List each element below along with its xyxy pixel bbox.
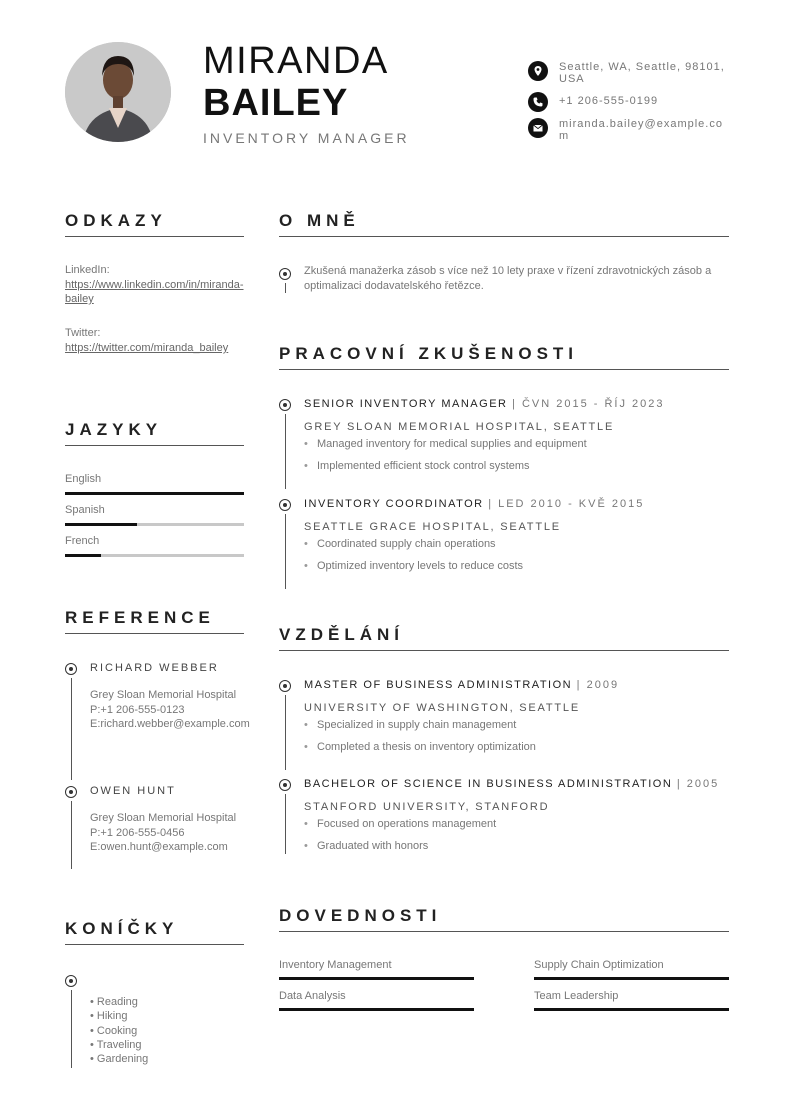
reference-phone: P:+1 206-555-0456 [90,826,185,839]
skill-bar [534,1008,729,1011]
timeline-dot [65,975,77,987]
timeline-dot [65,786,77,798]
language-bar-spanish [65,523,244,526]
timeline-dot [279,499,291,511]
reference-details [90,688,250,732]
reference-details [90,811,250,855]
timeline-line [285,794,286,854]
list-item: • Traveling [90,1038,142,1051]
timeline-line [71,678,72,780]
person-silhouette-icon [65,42,171,142]
school: STANFORD UNIVERSITY, STANFORD [304,801,550,813]
language-bar-french [65,554,244,557]
about-heading: O MNĚ [279,211,729,237]
list-item: • Graduated with honors [304,840,428,852]
job-title: INVENTORY MANAGER [203,130,410,146]
reference-name: OWEN HUNT [90,785,176,797]
reference-email: E:owen.hunt@example.com [90,841,228,853]
experience-heading: PRACOVNÍ ZKUŠENOSTI [279,344,729,370]
timeline-line [285,283,286,293]
contact-email [528,118,731,142]
timeline-dot [279,680,291,692]
skill-name: Data Analysis [279,990,346,1002]
envelope-icon [528,118,548,138]
skill-name: Supply Chain Optimization [534,959,664,971]
language-french: French [65,535,100,547]
skill-name: Inventory Management [279,959,392,971]
school: UNIVERSITY OF WASHINGTON, SEATTLE [304,702,580,714]
education-entry-title [304,778,719,790]
list-item: • Cooking [90,1024,138,1037]
timeline-dot [279,399,291,411]
job-role: SENIOR INVENTORY MANAGER [304,398,508,410]
list-item: • Optimized inventory levels to reduce costs [304,560,523,572]
twitter-link[interactable]: https://twitter.com/miranda_bailey [65,342,229,354]
timeline-line [71,990,72,1068]
first-name: MIRANDA [203,40,389,82]
hobby-list [90,995,148,1066]
list-item: • Gardening [90,1053,149,1066]
reference-org: Grey Sloan Memorial Hospital [90,812,237,824]
linkedin-label: LinkedIn: [65,264,110,276]
job-employer: SEATTLE GRACE HOSPITAL, SEATTLE [304,521,561,533]
phone-icon [528,92,548,112]
languages-heading: JAZYKY [65,420,244,446]
list-item: • Specialized in supply chain management [304,719,516,731]
job-role: INVENTORY COORDINATOR [304,498,484,510]
skill-bar [534,977,729,980]
education-date: | 2005 [676,778,720,790]
skills-heading: DOVEDNOSTI [279,906,729,932]
location-text: Seattle, WA, Seattle, 98101, USA [559,61,725,85]
twitter-label: Twitter: [65,327,101,339]
last-name: BAILEY [203,82,349,124]
list-item: • Managed inventory for medical supplies and equipment [304,438,587,450]
reference-email: E:richard.webber@example.com [90,718,250,730]
list-item: • Focused on operations management [304,818,496,830]
timeline-dot [279,779,291,791]
language-bar-english [65,492,244,495]
language-spanish: Spanish [65,504,105,516]
education-entry-title [304,679,619,691]
references-heading: REFERENCE [65,608,244,634]
job-date: | LED 2010 - KVĚ 2015 [488,498,645,510]
degree: MASTER OF BUSINESS ADMINISTRATION [304,679,573,691]
reference-name: RICHARD WEBBER [90,662,219,674]
timeline-dot [65,663,77,675]
list-item: • Reading [90,996,138,1008]
reference-phone: P:+1 206-555-0123 [90,703,185,716]
location-pin-icon [528,61,548,81]
contact-location [528,61,729,85]
email-text: miranda.bailey@example.com [559,118,723,142]
job-entry-title [304,498,644,510]
education-date: | 2009 [576,679,620,691]
timeline-line [71,801,72,869]
reference-org: Grey Sloan Memorial Hospital [90,689,237,701]
linkedin-link[interactable]: https://www.linkedin.com/in/miranda-bailey [65,279,244,305]
skill-bar [279,977,474,980]
skill-name: Team Leadership [534,990,619,1002]
list-item: • Implemented efficient stock control systems [304,460,530,472]
about-text: Zkušená manažerka zásob s více než 10 lety praxe v řízení zdravotnických zásob a optimalizaci dodavatelského řetězce. [304,265,712,292]
job-employer: GREY SLOAN MEMORIAL HOSPITAL, SEATTLE [304,421,615,433]
language-english: English [65,473,102,485]
timeline-line [285,695,286,770]
timeline-dot [279,268,291,280]
skill-bar [279,1008,474,1011]
list-item: • Coordinated supply chain operations [304,538,496,550]
timeline-line [285,514,286,589]
job-date: | ČVN 2015 - ŘÍJ 2023 [512,398,665,410]
links-heading: ODKAZY [65,211,244,237]
timeline-line [285,414,286,489]
degree: BACHELOR OF SCIENCE IN BUSINESS ADMINISTRATION [304,778,673,790]
contact-phone [528,92,729,112]
portrait-photo [65,42,171,142]
list-item: • Completed a thesis on inventory optimization [304,741,536,753]
list-item: • Hiking [90,1010,128,1023]
hobbies-heading: KONÍČKY [65,919,244,945]
education-heading: VZDĚLÁNÍ [279,625,729,651]
job-entry-title [304,398,665,410]
phone-text: +1 206-555-0199 [559,95,659,107]
